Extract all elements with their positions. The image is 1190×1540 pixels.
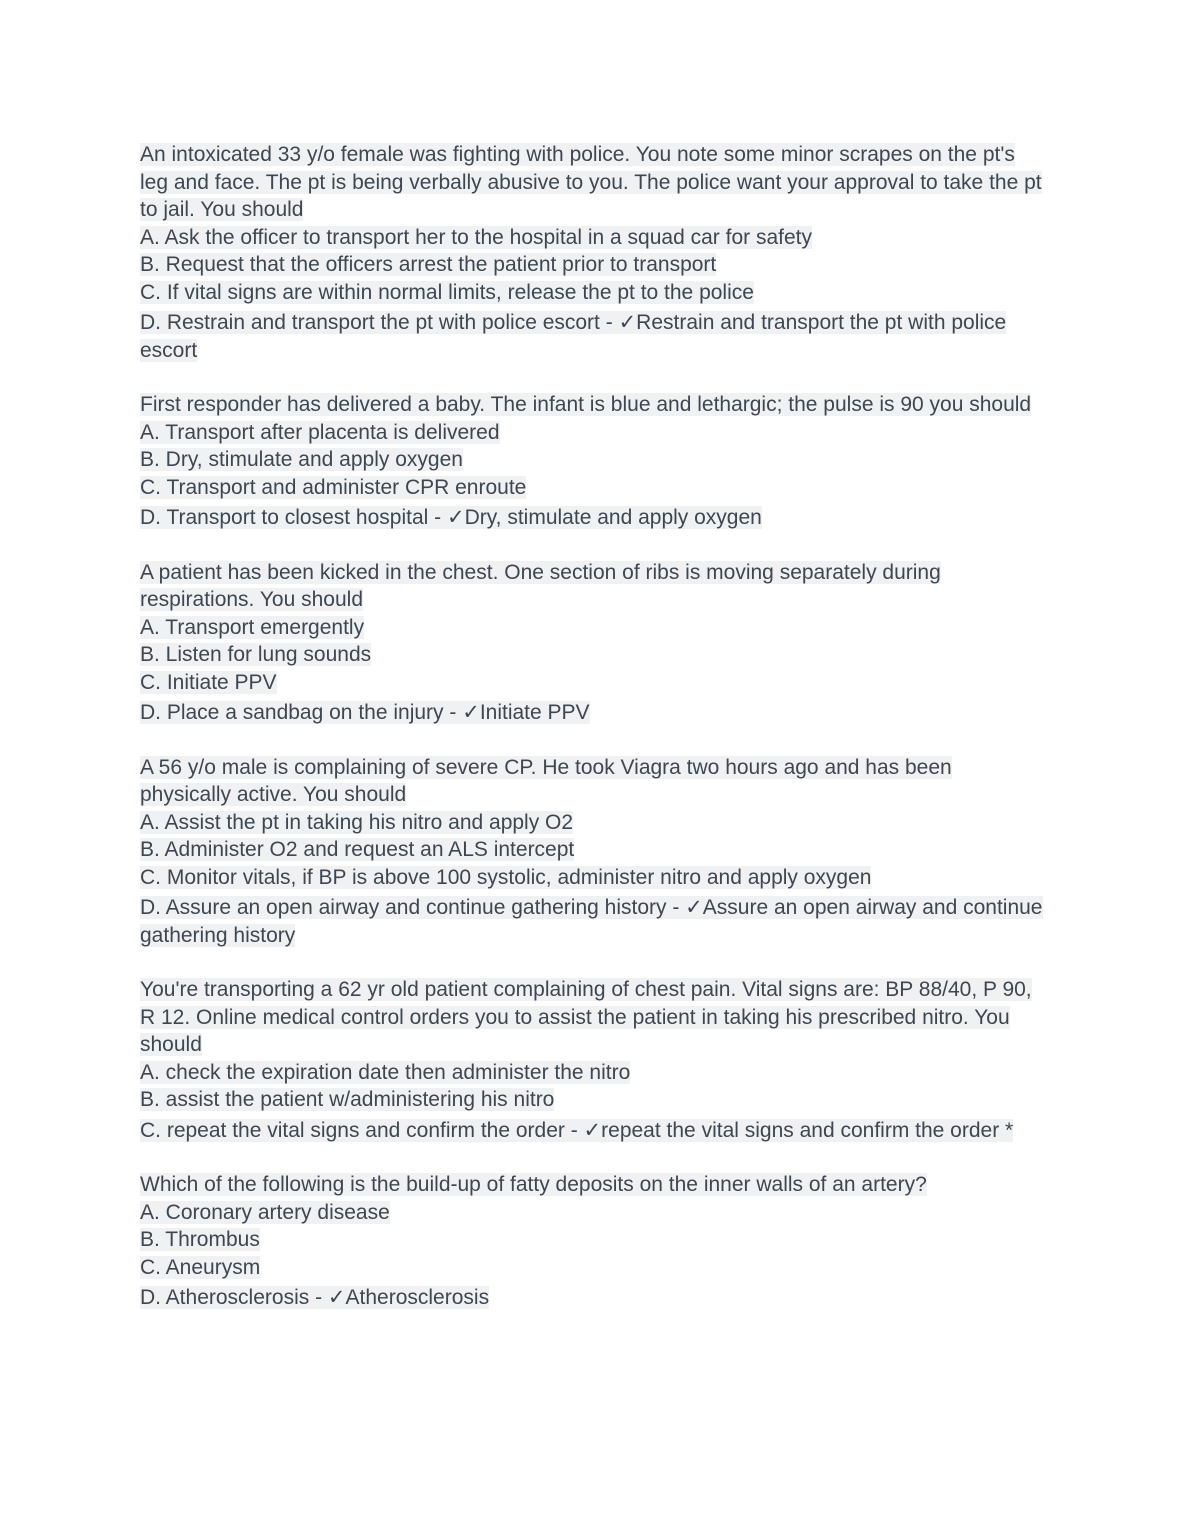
answer-option bbox=[140, 894, 1048, 949]
answer-prefix: D. Assure an open airway and continue gathering history - bbox=[140, 896, 686, 919]
option-b: B. Dry, stimulate and apply oxygen bbox=[140, 448, 463, 471]
question-text: A 56 y/o male is complaining of severe CP. He took Viagra two hours ago and has been physically active. You should bbox=[140, 755, 952, 806]
option-a: A. Ask the officer to transport her to the hospital in a squad car for safety bbox=[140, 225, 812, 249]
answer-option bbox=[140, 309, 1048, 364]
question-block-6 bbox=[140, 1171, 1048, 1312]
checkmark-icon: ✓ bbox=[327, 1286, 346, 1309]
option-a: A. check the expiration date then administer the nitro bbox=[140, 1060, 631, 1084]
option-b: B. Request that the officers arrest the patient prior to transport bbox=[140, 253, 717, 276]
question-block-5 bbox=[140, 976, 1048, 1144]
option-c: C. If vital signs are within normal limits, release the pt to the police bbox=[140, 280, 754, 304]
checkmark-icon: ✓ bbox=[685, 896, 703, 919]
question-block-1 bbox=[140, 141, 1048, 364]
answer-option bbox=[140, 699, 1048, 727]
option-b: B. Administer O2 and request an ALS intercept bbox=[140, 838, 575, 861]
question-block-3 bbox=[140, 559, 1048, 727]
option-a: A. Coronary artery disease bbox=[140, 1200, 390, 1224]
option-c: C. Initiate PPV bbox=[140, 670, 277, 694]
question-block-2 bbox=[140, 391, 1048, 532]
option-a: A. Transport emergently bbox=[140, 615, 365, 639]
answer-option bbox=[140, 504, 1048, 532]
answer-prefix: D. Atherosclerosis - bbox=[140, 1286, 328, 1309]
checkmark-icon: ✓ bbox=[446, 506, 465, 529]
question-text: You're transporting a 62 yr old patient complaining of chest pain. Vital signs are: BP 88/40, P 90, R 12. Online medical control orders you to assist the patient in taking his prescribed nitro. You should bbox=[140, 978, 1032, 1056]
option-b: B. Thrombus bbox=[140, 1228, 260, 1251]
option-b: B. Listen for lung sounds bbox=[140, 643, 372, 666]
answer-option bbox=[140, 1117, 1048, 1145]
checkmark-icon: ✓ bbox=[462, 701, 480, 724]
option-c: C. Monitor vitals, if BP is above 100 systolic, administer nitro and apply oxygen bbox=[140, 865, 872, 889]
question-block-4 bbox=[140, 754, 1048, 950]
option-a: A. Transport after placenta is delivered bbox=[140, 420, 500, 444]
document-content bbox=[140, 141, 1048, 1312]
option-a: A. Assist the pt in taking his nitro and apply O2 bbox=[140, 810, 574, 834]
question-text: An intoxicated 33 y/o female was fighting with police. You note some minor scrapes on the pt's leg and face. The pt is being verbally abusive to you. The police want your approval to take the pt to jail. You should bbox=[140, 143, 1042, 221]
answer-prefix: D. Place a sandbag on the injury - bbox=[140, 701, 463, 724]
option-c: C. Aneurysm bbox=[140, 1255, 261, 1279]
answer-text: Atherosclerosis bbox=[345, 1286, 490, 1309]
answer-text: Initiate PPV bbox=[479, 701, 590, 724]
option-c: C. Transport and administer CPR enroute bbox=[140, 475, 527, 499]
answer-prefix: C. repeat the vital signs and confirm the order - bbox=[140, 1118, 584, 1142]
answer-prefix: D. Transport to closest hospital - bbox=[140, 506, 447, 529]
answer-text: repeat the vital signs and confirm the order * bbox=[601, 1118, 1014, 1142]
checkmark-icon: ✓ bbox=[583, 1118, 602, 1142]
checkmark-icon: ✓ bbox=[618, 311, 637, 334]
answer-option bbox=[140, 1284, 1048, 1312]
question-text: First responder has delivered a baby. The infant is blue and lethargic; the pulse is 90 you should bbox=[140, 393, 1032, 416]
answer-text: Assure an open airway and continue gathering history bbox=[140, 896, 1043, 947]
answer-text: Restrain and transport the pt with police escort bbox=[140, 311, 1007, 362]
option-b: B. assist the patient w/administering his nitro bbox=[140, 1088, 555, 1111]
answer-text: Dry, stimulate and apply oxygen bbox=[464, 506, 762, 529]
question-text: Which of the following is the build-up of fatty deposits on the inner walls of an artery? bbox=[140, 1173, 927, 1196]
answer-prefix: D. Restrain and transport the pt with police escort - bbox=[140, 311, 619, 334]
question-text: A patient has been kicked in the chest. One section of ribs is moving separately during respirations. You should bbox=[140, 560, 941, 611]
